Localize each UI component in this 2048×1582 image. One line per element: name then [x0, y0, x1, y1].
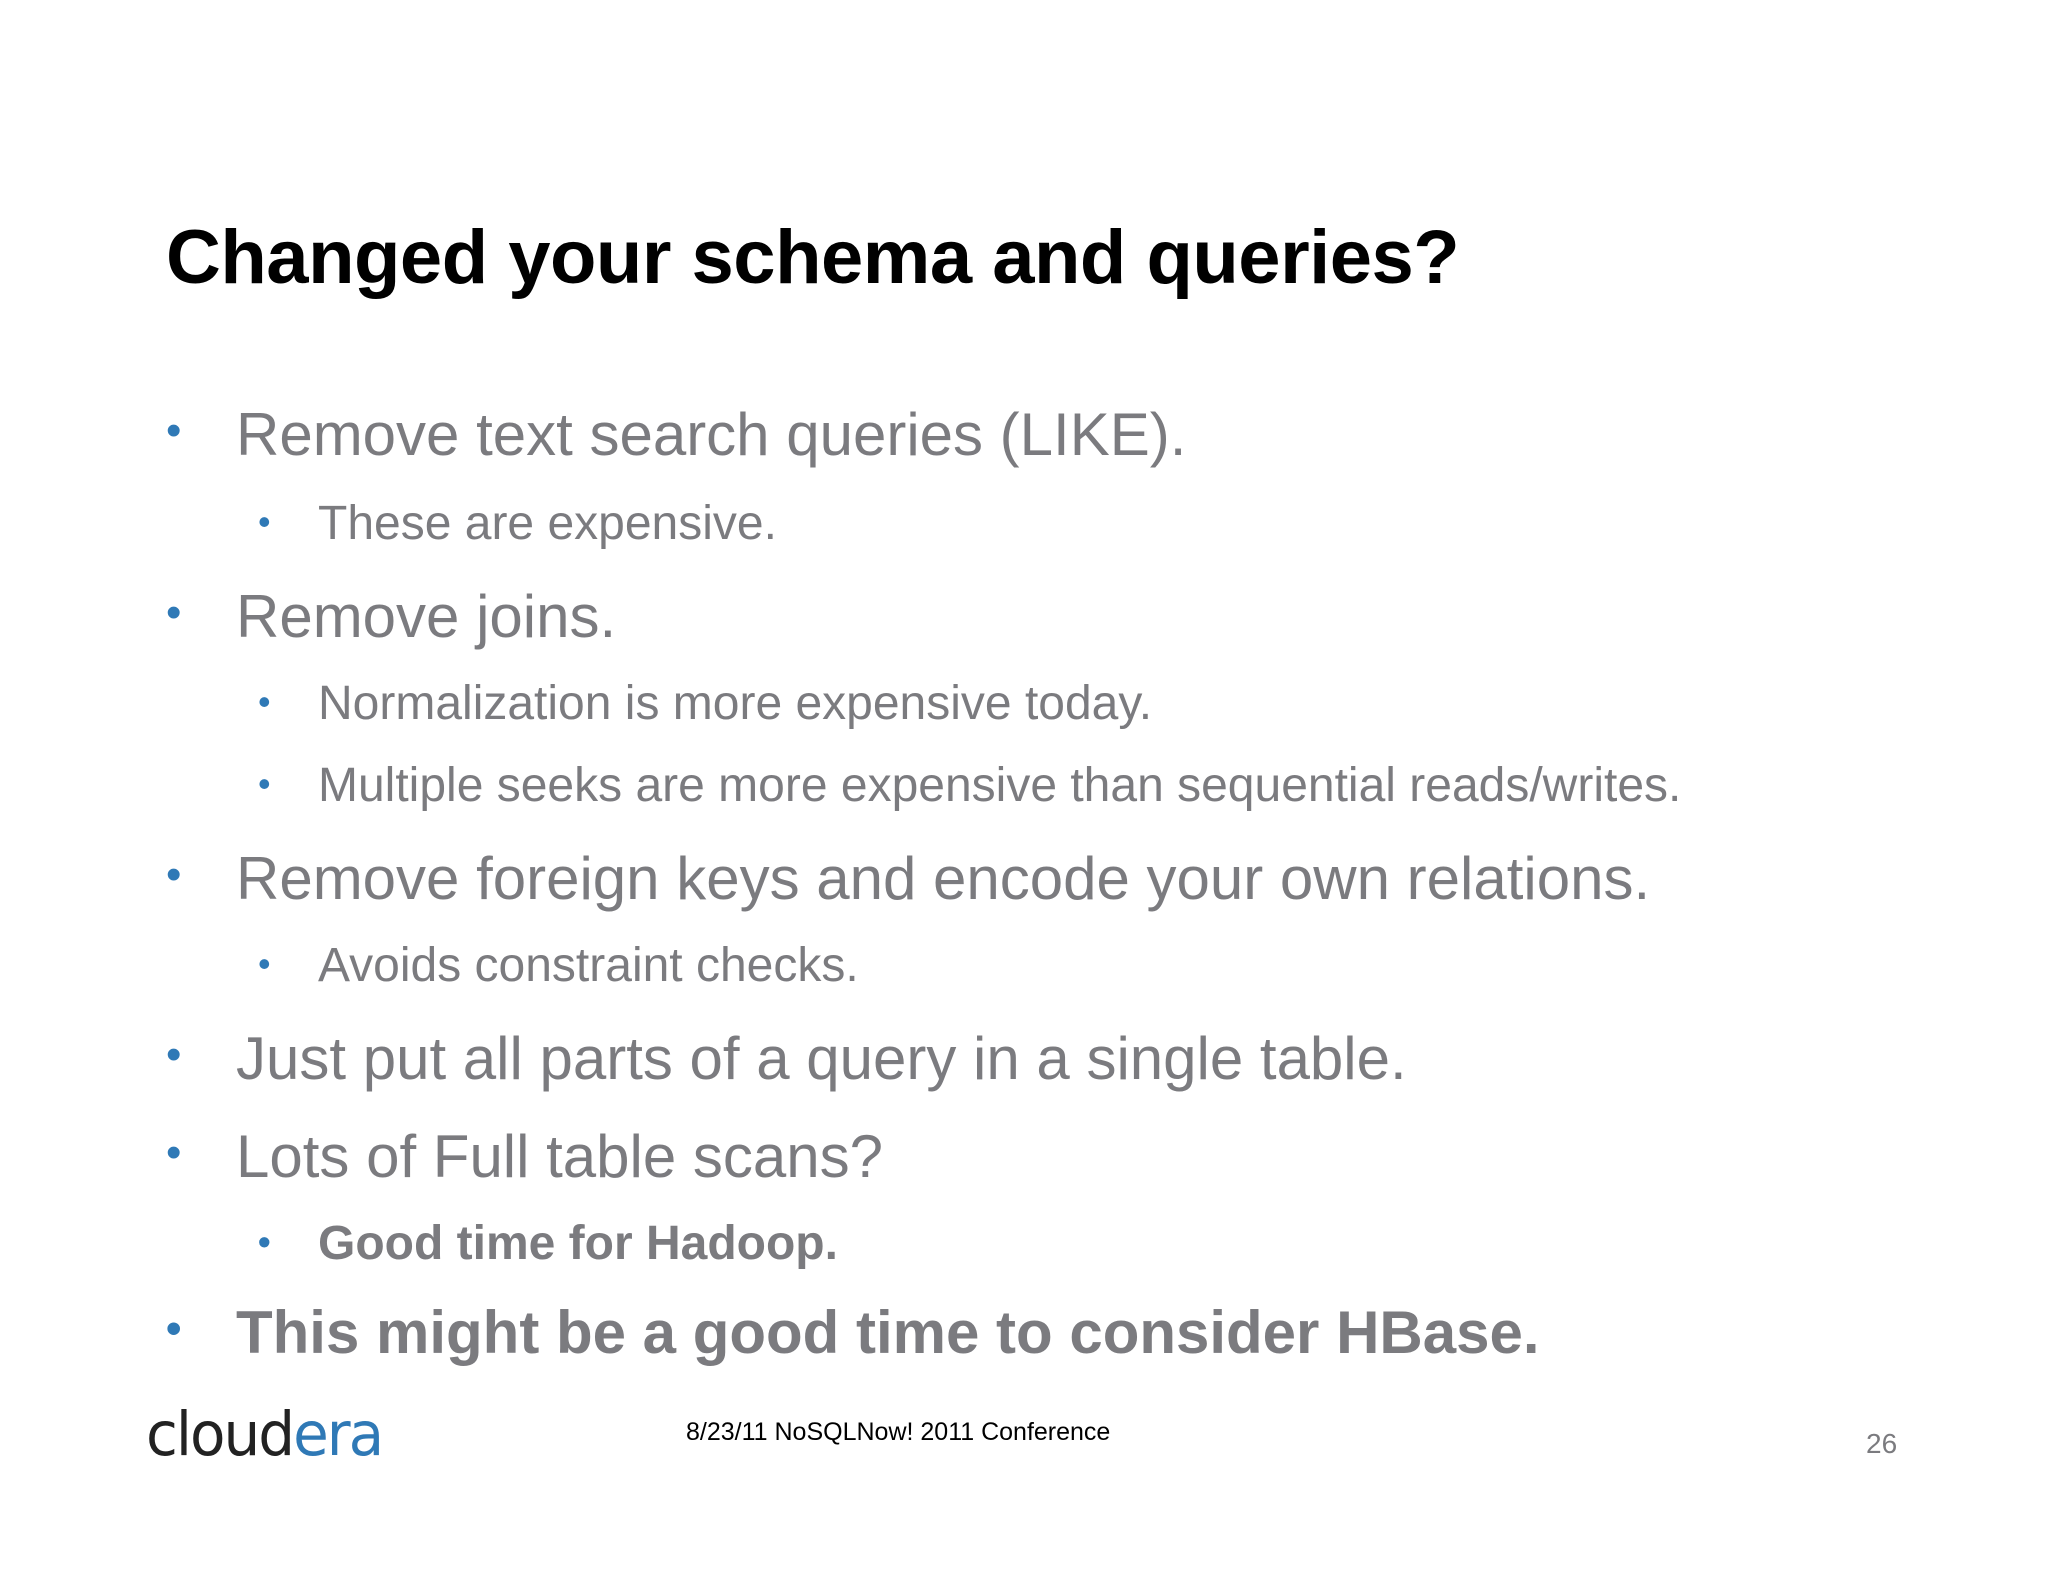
bullet-dot-icon: •	[166, 1030, 182, 1079]
bullet-item	[166, 1122, 884, 1191]
bullet-dot-icon: •	[166, 406, 182, 455]
bullet-item	[166, 400, 1187, 469]
sub-bullet-item	[258, 1216, 838, 1271]
bullet-dot-icon: •	[166, 588, 182, 637]
bullet-dot-icon: •	[258, 763, 271, 804]
logo-text-dark: cloud	[146, 1398, 294, 1470]
page-number: 26	[1866, 1428, 1898, 1459]
sub-bullet-item	[258, 496, 777, 551]
bullet-text: Avoids constraint checks.	[318, 939, 859, 992]
cloudera-logo	[146, 1398, 382, 1469]
sub-bullet-item	[258, 758, 1682, 813]
bullet-text: Good time for Hadoop.	[318, 1217, 838, 1270]
bullet-dot-icon: •	[258, 1221, 271, 1262]
bullet-item	[166, 1298, 1540, 1367]
bullet-item	[166, 844, 1651, 913]
bullet-text: These are expensive.	[318, 497, 777, 550]
sub-bullet-item	[258, 676, 1153, 731]
slide-title: Changed your schema and queries?	[166, 215, 1460, 300]
logo-text-blue: era	[293, 1398, 383, 1470]
bullet-dot-icon: •	[258, 943, 271, 984]
bullet-text: Multiple seeks are more expensive than sequential reads/writes.	[318, 759, 1682, 812]
bullet-text: Normalization is more expensive today.	[318, 677, 1153, 730]
bullet-dot-icon: •	[166, 1304, 182, 1353]
bullet-text: Remove text search queries (LIKE).	[236, 401, 1187, 468]
footer-date-conference: 8/23/11 NoSQLNow! 2011 Conference	[686, 1418, 1111, 1446]
bullet-dot-icon: •	[166, 1128, 182, 1177]
bullet-dot-icon: •	[166, 850, 182, 899]
bullet-text: Remove joins.	[236, 583, 617, 650]
bullet-dot-icon: •	[258, 501, 271, 542]
bullet-text: Just put all parts of a query in a single table.	[236, 1025, 1407, 1092]
bullet-text: Remove foreign keys and encode your own relations.	[236, 845, 1651, 912]
bullet-text: Lots of Full table scans?	[236, 1123, 884, 1190]
bullet-dot-icon: •	[258, 681, 271, 722]
sub-bullet-item	[258, 938, 859, 993]
bullet-text: This might be a good time to consider HBase.	[236, 1299, 1540, 1366]
bullet-item	[166, 1024, 1407, 1093]
bullet-item	[166, 582, 617, 651]
